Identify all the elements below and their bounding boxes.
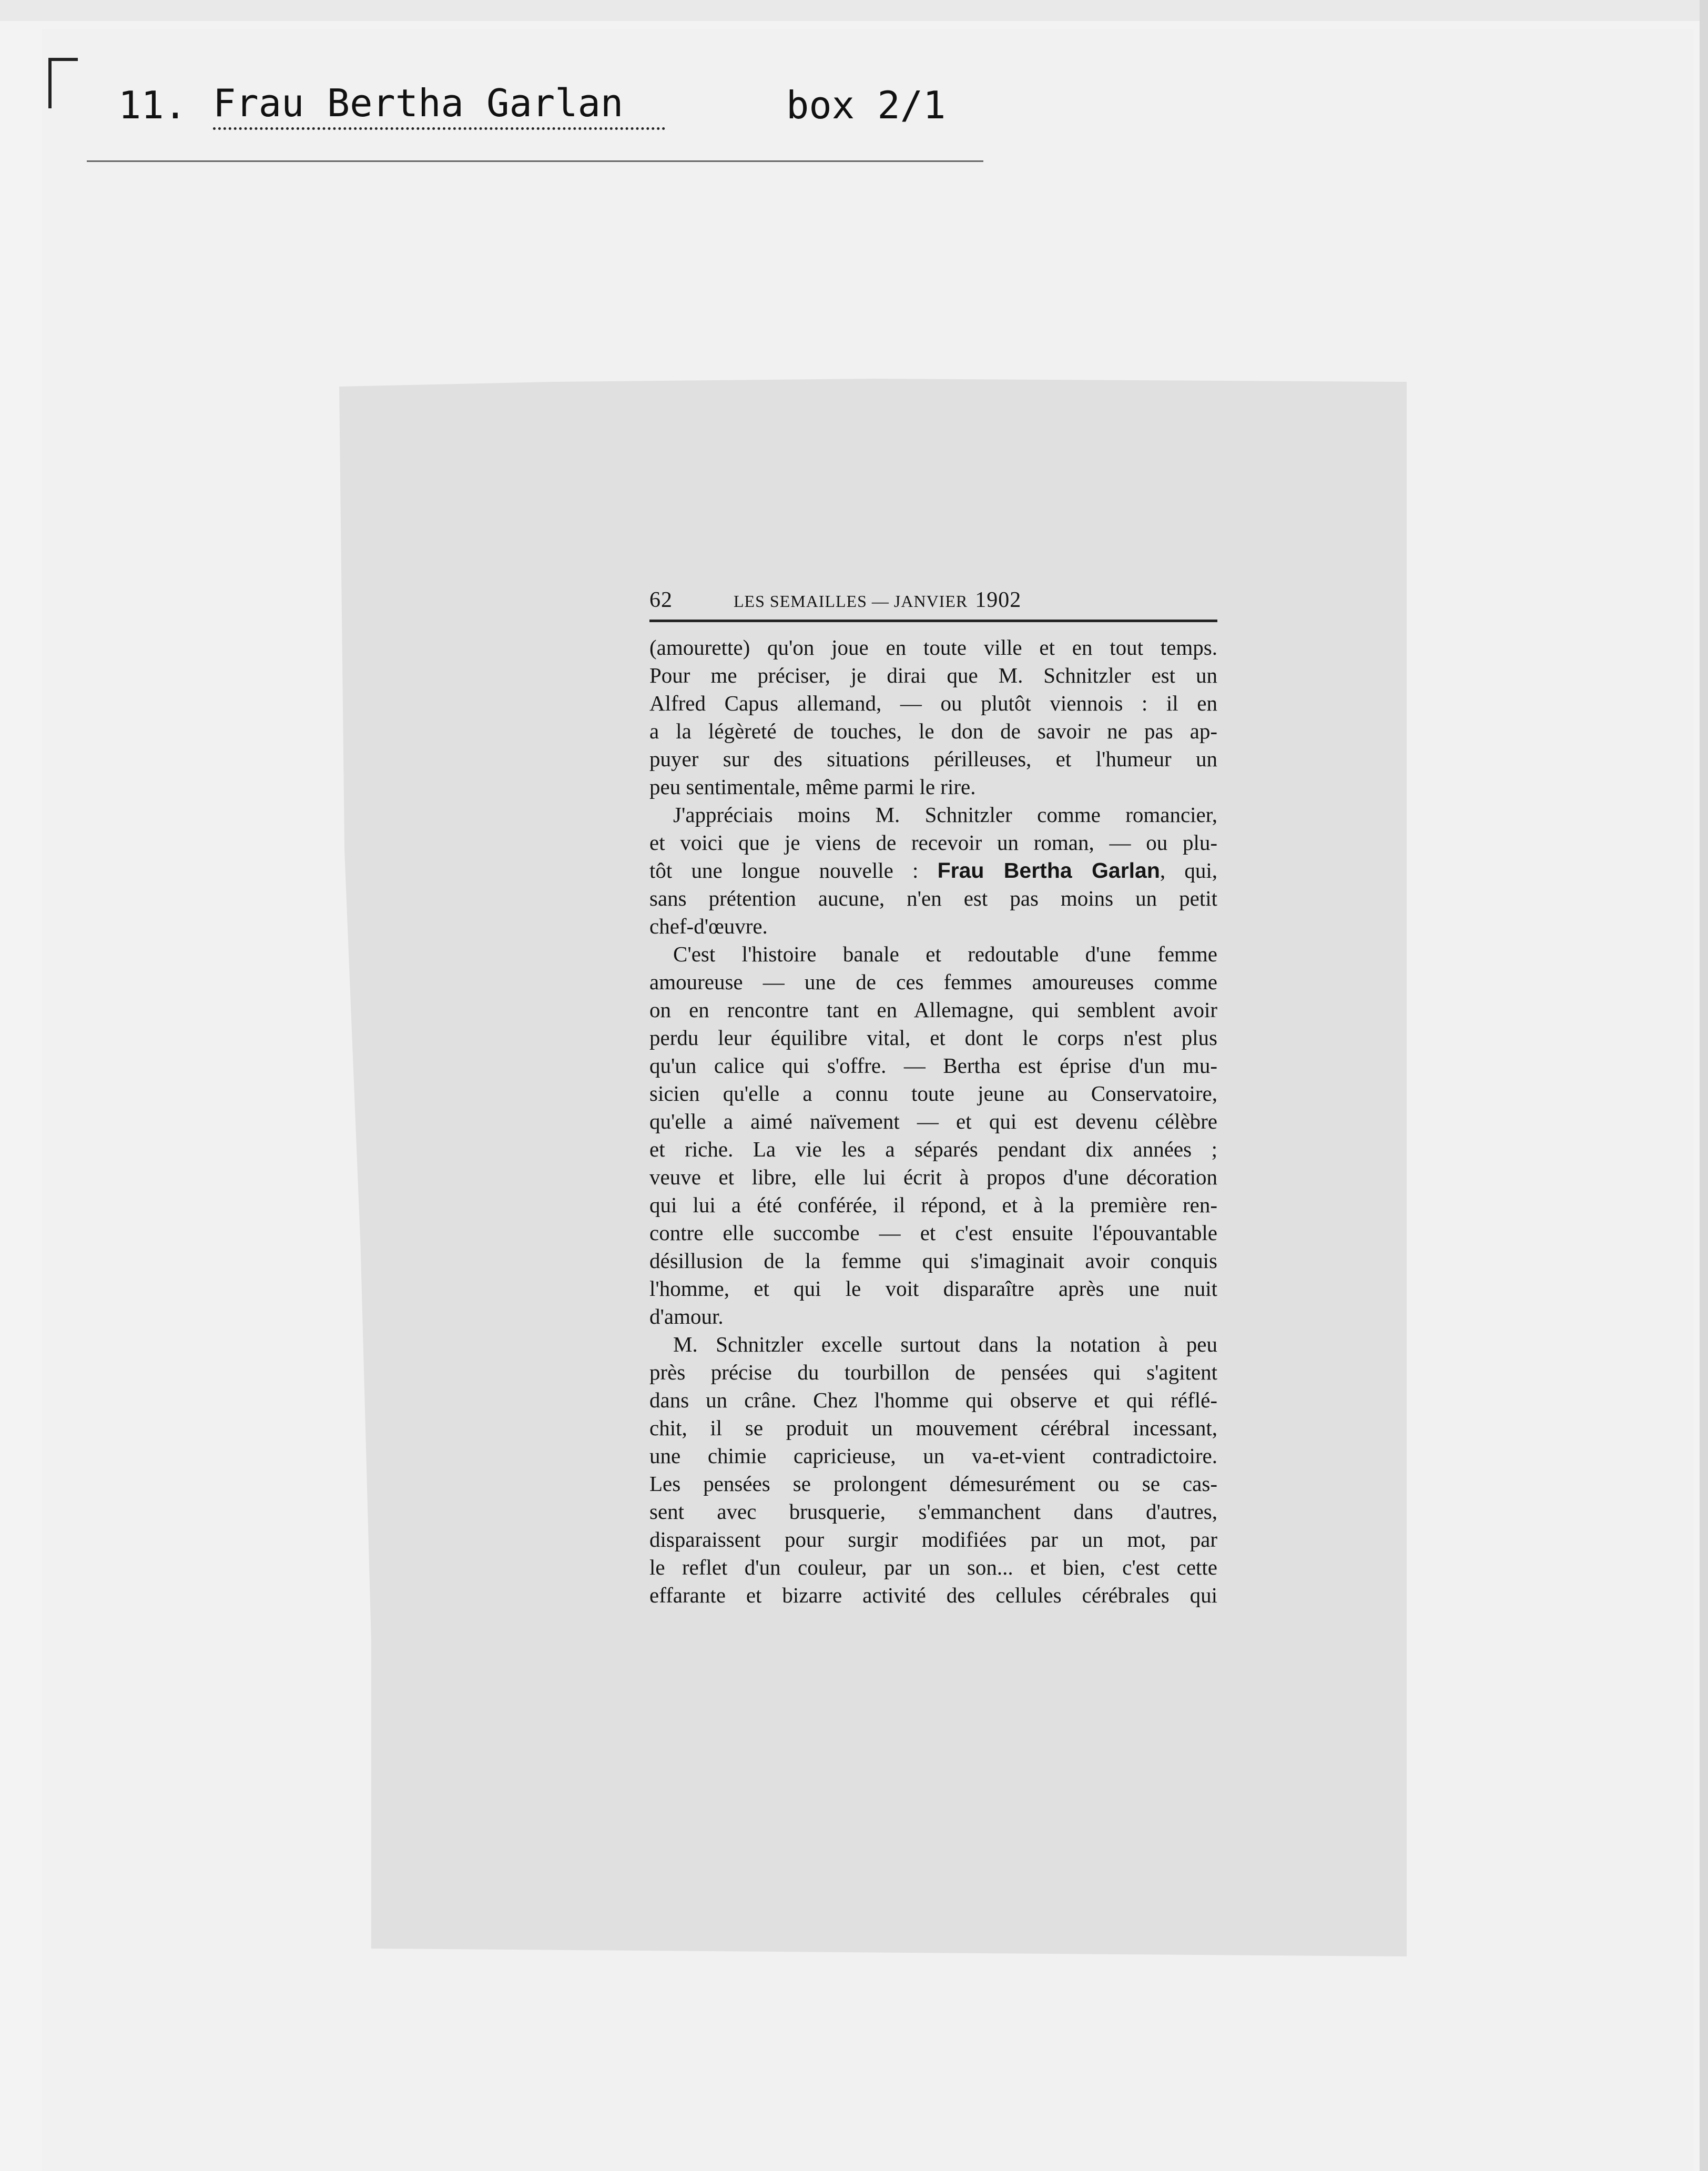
folder-title: Frau Bertha Garlan (213, 81, 665, 130)
book-title: Frau Bertha Garlan (937, 858, 1160, 882)
text-line: a la légèreté de touches, le don de savoir ne pas ap- (649, 719, 1217, 743)
journal-year: 1902 (975, 588, 1022, 612)
article-text (649, 634, 1217, 1609)
text-line: perdu leur équilibre vital, et dont le corps n'est plus (649, 1026, 1217, 1050)
text-line: Alfred Capus allemand, — ou plutôt viennois : il en (649, 691, 1217, 715)
journal-title: LES SEMAILLES — JANVIER (734, 592, 968, 611)
text-line: Les pensées se prolongent démesurément ou se cas- (649, 1472, 1217, 1496)
text-line: amoureuse — une de ces femmes amoureuses comme (649, 970, 1217, 994)
text-line: qu'elle a aimé naïvement — et qui est devenu célèbre (649, 1109, 1217, 1133)
text-line: effarante et bizarre activité des cellules cérébrales qui (649, 1583, 1217, 1607)
text-line: sans prétention aucune, n'en est pas moins un petit (649, 886, 1217, 910)
text-line: peu sentimentale, même parmi le rire. (649, 775, 976, 799)
scan-border-right (1700, 0, 1708, 2171)
folder-header (118, 74, 946, 137)
text-line: J'appréciais moins M. Schnitzler comme romancier, (673, 803, 1217, 827)
text-line: d'amour. (649, 1304, 724, 1328)
text-line: désillusion de la femme qui s'imaginait avoir conquis (649, 1249, 1217, 1273)
text-line: tôt une longue nouvelle : Frau Bertha Garlan, qui, (649, 858, 1217, 882)
page-number: 62 (649, 588, 673, 612)
text-line: Pour me préciser, je dirai que M. Schnitzler est un (649, 663, 1217, 687)
running-head (649, 586, 1217, 622)
text-line: chit, il se produit un mouvement cérébral incessant, (649, 1416, 1217, 1440)
box-label: box 2/1 (786, 83, 946, 127)
clipping-page (649, 586, 1217, 1609)
header-rule (87, 160, 983, 162)
folder-number: 11. (118, 83, 187, 127)
text-line: sicien qu'elle a connu toute jeune au Conservatoire, (649, 1081, 1217, 1105)
text-line: C'est l'histoire banale et redoutable d'une femme (673, 942, 1217, 966)
text-line: (amourette) qu'on joue en toute ville et en tout temps. (649, 635, 1217, 660)
scan-border-top (0, 0, 1708, 21)
text-line: veuve et libre, elle lui écrit à propos d'une décoration (649, 1165, 1217, 1189)
text-line: près précise du tourbillon de pensées qui s'agitent (649, 1360, 1217, 1384)
text-line: chef-d'œuvre. (649, 914, 768, 938)
text-line: puyer sur des situations périlleuses, et l'humeur un (649, 747, 1217, 771)
text-line: qu'un calice qui s'offre. — Bertha est éprise d'un mu- (649, 1053, 1217, 1078)
text-line: dans un crâne. Chez l'homme qui observe et qui réflé- (649, 1388, 1217, 1412)
corner-crop-mark (48, 58, 78, 108)
text-line: qui lui a été conférée, il répond, et à la première ren- (649, 1193, 1217, 1217)
text-line: M. Schnitzler excelle surtout dans la notation à peu (673, 1332, 1217, 1356)
text-line: on en rencontre tant en Allemagne, qui semblent avoir (649, 998, 1217, 1022)
text-line: sent avec brusquerie, s'emmanchent dans d'autres, (649, 1499, 1217, 1524)
text-line: le reflet d'un couleur, par un son... et bien, c'est cette (649, 1555, 1217, 1579)
text-line: et riche. La vie les a séparés pendant dix années ; (649, 1137, 1217, 1161)
text-line: disparaissent pour surgir modifiées par un mot, par (649, 1527, 1217, 1551)
text-line: l'homme, et qui le voit disparaître après une nuit (649, 1276, 1217, 1301)
text-line: et voici que je viens de recevoir un roman, — ou plu- (649, 830, 1217, 855)
text-line: une chimie capricieuse, un va-et-vient contradictoire. (649, 1444, 1217, 1468)
text-line: contre elle succombe — et c'est ensuite l'épouvantable (649, 1221, 1217, 1245)
